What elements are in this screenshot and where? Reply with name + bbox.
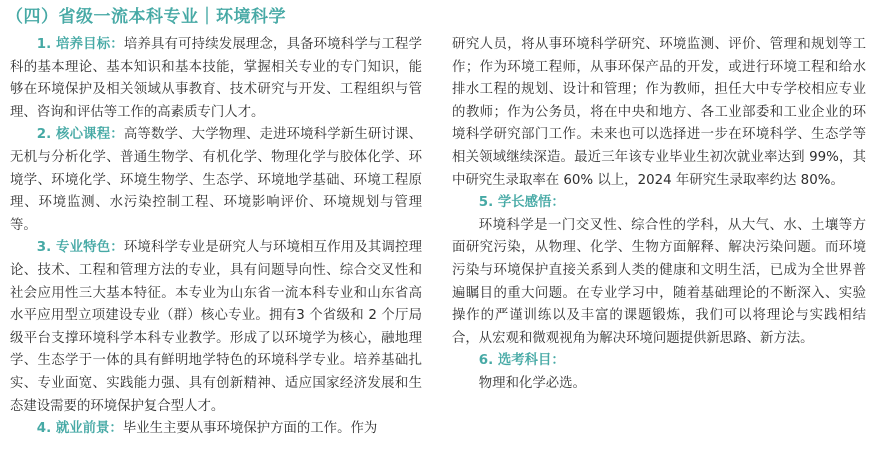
goal-heading: 1. 培养目标： bbox=[36, 37, 124, 52]
courses-text: 高等数学、大学物理、走进环境科学新生研讨课、无机与分析化学、普通生物学、有机化学、物理化学与胶体化学、环境学、环境化学、环境生物学、生态学、环境地学基础、环境工程原理、环境监测、水污染控制工程、环境影响评价、环境规划与管理等。 bbox=[10, 127, 422, 233]
courses-paragraph bbox=[10, 124, 422, 237]
career-heading: 4. 就业前景： bbox=[36, 421, 123, 437]
career-continued-paragraph: 研究人员，将从事环境科学研究、环境监测、评价、管理和规划等工作；作为环境工程师，从事环保产品的开发，或进行环境工程和给水排水工程的规划、设计和管理；作为教师，担任大中专学校相应专业的教师；作为公务员，将在中央和地方、各工业部委和工业企业的环境科学研究部门工作。未来也可以选择进一步在环境科学、生态学等相关领域继续深造。最近三年该专业毕业生初次就业率达到 99%，其中研究生录取率在 60% 以上，2024 年研究生录取率约达 80%。 bbox=[452, 37, 866, 188]
career-text: 毕业生主要从事环境保护方面的工作。作为 bbox=[122, 421, 378, 437]
subjects-text: 物理和化学必选。 bbox=[478, 375, 586, 391]
section-title: （四）省级一流本科专业｜环境科学 bbox=[6, 7, 286, 27]
subjects-heading: 6. 选考科目： bbox=[478, 353, 565, 369]
goal-paragraph bbox=[10, 34, 422, 124]
right-column bbox=[452, 34, 866, 396]
feelings-text: 环境科学是一门交叉性、综合性的学科，从大气、水、土壤等方面研究污染，从物理、化学、生物方面解释、解决污染问题。而环境污染与环境保护直接关系到人类的健康和文明生活，已成为全世界普遍瞩目的重大问题。在专业学习中，随着基础理论的不断深入、实验操作的严谨训练以及丰富的课题锻炼，我们可以将理论与实践相结合，从宏观和微观视角为解决环境问题提供新思路、新方法。 bbox=[452, 217, 866, 346]
features-paragraph bbox=[10, 237, 422, 418]
goal-text: 培养具有可持续发展理念，具备环境科学与工程学科的基本理论、基本知识和基本技能，掌握相关专业的专门知识，能够在环境保护及相关领域从事教育、技术研究与开发、工程组织与管理、咨询和评估等工作的高素质专门人才。 bbox=[10, 37, 422, 120]
left-column bbox=[10, 34, 422, 441]
courses-heading: 2. 核心课程： bbox=[36, 127, 124, 143]
features-text: 环境科学专业是研究人与环境相互作用及其调控理论、技术、工程和管理方法的专业，具有问题导向性、综合交叉性和社会应用性三大基本特征。本专业为山东省一流本科专业和山东省高水平应用型立项建设专业（群）核心专业。拥有3 个省级和 2 个厅局级平台支撑环境科学本科专业教学。形成了以环境学为核心，融地理学、生态学于一体的具有鲜明地学特色的环境科学专业。培养基础扎实、专业面宽、实践能力强、具有创新精神、适应国家经济发展和生态建设需要的环境保护复合型人才。 bbox=[10, 240, 422, 414]
feelings-heading: 5. 学长感悟： bbox=[478, 195, 565, 211]
career-paragraph bbox=[10, 418, 422, 441]
features-heading: 3. 专业特色： bbox=[36, 240, 124, 256]
